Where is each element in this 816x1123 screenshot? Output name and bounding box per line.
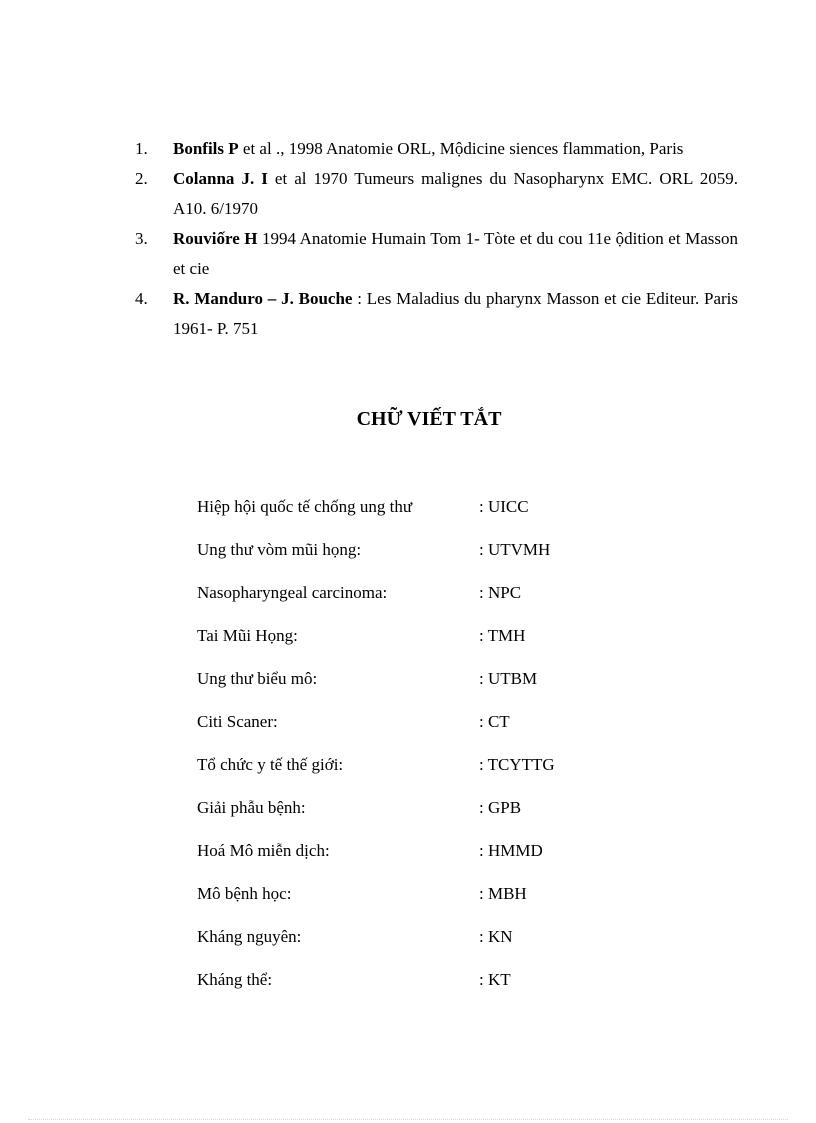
page-bottom-rule <box>28 1119 788 1120</box>
reference-list <box>0 134 816 344</box>
abbreviation-row <box>197 535 617 578</box>
reference-text: 1994 Anatomie Humain Tom 1- Tòte et du cou 11e ộdition et Masson et cie <box>173 229 738 278</box>
abbreviation-code: : HMMD <box>479 841 543 860</box>
abbreviation-row <box>197 879 617 922</box>
abbreviation-term: Hoá Mô miễn dịch: <box>197 841 330 860</box>
abbreviation-row <box>197 621 617 664</box>
reference-body <box>173 134 738 164</box>
abbreviation-code: : KT <box>479 970 511 989</box>
abbreviation-term: Citi Scaner: <box>197 712 278 731</box>
abbreviation-row <box>197 965 617 1008</box>
abbreviation-list <box>197 492 617 1008</box>
abbreviation-term: Tai Mũi Họng: <box>197 626 298 645</box>
abbreviation-row <box>197 492 617 535</box>
abbreviation-row <box>197 836 617 879</box>
abbreviation-term: Kháng thể: <box>197 970 273 989</box>
abbreviation-code: : NPC <box>479 583 522 602</box>
reference-author: Rouviốre H <box>173 229 258 248</box>
abbreviation-code: : TMH <box>479 626 526 645</box>
abbreviation-code: : CT <box>479 712 510 731</box>
reference-author: R. Manduro – J. Bouche <box>173 289 353 308</box>
reference-number: 1. <box>135 139 148 158</box>
abbreviation-term: Mô bệnh học: <box>197 884 292 903</box>
reference-item <box>0 224 738 284</box>
abbreviation-code: : UTVMH <box>479 540 551 559</box>
abbreviation-code: : UICC <box>479 497 529 516</box>
reference-number: 2. <box>135 169 148 188</box>
abbreviation-code: : MBH <box>479 884 527 903</box>
reference-author: Colanna J. I <box>173 169 268 188</box>
reference-number: 4. <box>135 289 148 308</box>
abbreviation-term: Ung thư biểu mô: <box>197 669 318 688</box>
abbreviation-row <box>197 793 617 836</box>
reference-text: : Les Maladius du pharynx Masson et cie Editeur. Paris 1961- P. 751 <box>173 289 738 338</box>
reference-author: Bonfils P <box>173 139 239 158</box>
abbreviation-term: Ung thư vòm mũi họng: <box>197 540 362 559</box>
reference-text: et al 1970 Tumeurs malignes du Nasopharynx EMC. ORL 2059. A10. 6/1970 <box>173 169 739 218</box>
abbreviation-code: : TCYTTG <box>479 755 555 774</box>
abbreviation-term: Tổ chức y tế thế giới: <box>197 755 344 774</box>
reference-item <box>0 284 738 344</box>
reference-number: 3. <box>135 229 148 248</box>
abbreviation-term: Kháng nguyên: <box>197 927 302 946</box>
abbreviation-row <box>197 664 617 707</box>
reference-text: et al ., 1998 Anatomie ORL, Mộdicine siences flammation, Paris <box>238 139 684 158</box>
abbreviation-row <box>197 922 617 965</box>
reference-body <box>173 164 738 224</box>
abbreviation-code: : GPB <box>479 798 522 817</box>
abbreviation-term: Hiệp hội quốc tế chống ung thư <box>197 497 413 516</box>
abbreviation-code: : KN <box>479 927 513 946</box>
reference-body <box>173 284 738 344</box>
abbreviation-row <box>197 750 617 793</box>
abbreviation-row <box>197 707 617 750</box>
abbreviation-row <box>197 578 617 621</box>
reference-item <box>0 164 738 224</box>
reference-item <box>0 134 738 164</box>
section-title: CHỮ VIẾT TẮT <box>356 408 502 430</box>
abbreviation-code: : UTBM <box>479 669 538 688</box>
abbreviation-term: Nasopharyngeal carcinoma: <box>197 583 388 602</box>
abbreviation-term: Giải phẫu bệnh: <box>197 798 306 817</box>
reference-body <box>173 224 738 284</box>
